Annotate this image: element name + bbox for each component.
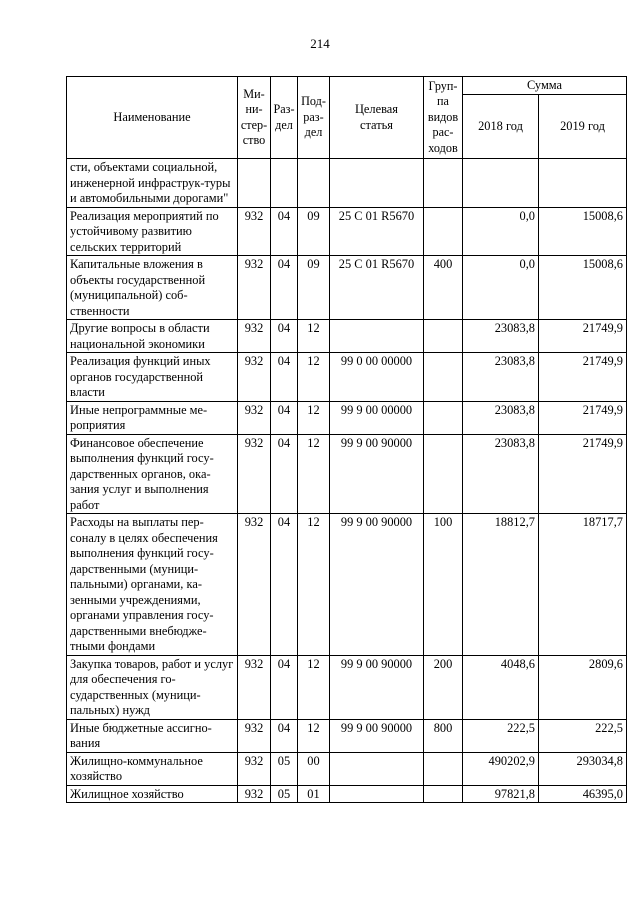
row-ministry: 932 (238, 434, 271, 514)
header-year-2018: 2018 год (463, 95, 539, 159)
row-amount-2018: 23083,8 (463, 401, 539, 434)
row-amount-2018 (463, 159, 539, 208)
table-row (67, 353, 627, 402)
row-name: сти, объектами социальной, инженерной инфраструк-туры и автомобильными дорогами" (67, 159, 238, 208)
row-target (330, 159, 424, 208)
row-group (424, 320, 463, 353)
row-amount-2018: 0,0 (463, 256, 539, 320)
row-amount-2018: 97821,8 (463, 785, 539, 803)
row-name: Закупка товаров, работ и услуг для обеспечения го-сударственных (муници-пальных) нужд (67, 655, 238, 719)
table-row (67, 434, 627, 514)
header-year-2019: 2019 год (539, 95, 627, 159)
row-subsection (298, 159, 330, 208)
row-amount-2019: 15008,6 (539, 207, 627, 256)
row-amount-2019: 18717,7 (539, 514, 627, 656)
header-target-text: Целевая статья (354, 102, 399, 132)
row-name: Иные непрограммные ме-роприятия (67, 401, 238, 434)
row-section: 05 (271, 752, 298, 785)
table-row (67, 752, 627, 785)
table-row (67, 655, 627, 719)
row-name: Иные бюджетные ассигно-вания (67, 719, 238, 752)
row-section (271, 159, 298, 208)
table-row (67, 320, 627, 353)
row-subsection: 12 (298, 320, 330, 353)
row-name: Капитальные вложения в объекты государственной (муниципальной) соб-ственности (67, 256, 238, 320)
header-sum: Сумма (463, 77, 627, 95)
row-name: Реализация функций иных органов государственной власти (67, 353, 238, 402)
row-name: Реализация мероприятий по устойчивому развитию сельских территорий (67, 207, 238, 256)
row-amount-2019: 15008,6 (539, 256, 627, 320)
row-ministry: 932 (238, 655, 271, 719)
row-target: 99 9 00 90000 (330, 655, 424, 719)
table-header (67, 77, 627, 159)
row-amount-2018: 222,5 (463, 719, 539, 752)
row-target: 99 0 00 00000 (330, 353, 424, 402)
header-target (330, 77, 424, 159)
row-subsection: 12 (298, 514, 330, 656)
row-section: 04 (271, 719, 298, 752)
row-subsection: 00 (298, 752, 330, 785)
row-amount-2018: 23083,8 (463, 353, 539, 402)
row-subsection: 12 (298, 719, 330, 752)
row-amount-2019 (539, 159, 627, 208)
row-subsection: 12 (298, 655, 330, 719)
row-ministry: 932 (238, 320, 271, 353)
row-ministry: 932 (238, 207, 271, 256)
row-amount-2018: 4048,6 (463, 655, 539, 719)
row-subsection: 01 (298, 785, 330, 803)
header-group (424, 77, 463, 159)
row-target: 99 9 00 00000 (330, 401, 424, 434)
row-ministry: 932 (238, 514, 271, 656)
row-ministry (238, 159, 271, 208)
row-subsection: 09 (298, 256, 330, 320)
header-section (271, 77, 298, 159)
row-amount-2019: 293034,8 (539, 752, 627, 785)
row-amount-2019: 222,5 (539, 719, 627, 752)
row-section: 04 (271, 256, 298, 320)
row-section: 04 (271, 207, 298, 256)
row-ministry: 932 (238, 401, 271, 434)
row-amount-2019: 21749,9 (539, 434, 627, 514)
row-amount-2019: 21749,9 (539, 320, 627, 353)
row-group (424, 785, 463, 803)
row-name: Другие вопросы в области национальной экономики (67, 320, 238, 353)
row-group (424, 401, 463, 434)
row-amount-2019: 2809,6 (539, 655, 627, 719)
row-target (330, 785, 424, 803)
row-group (424, 159, 463, 208)
header-ministry-text: Ми- ни- стер- ство (240, 86, 268, 147)
table-row (67, 401, 627, 434)
row-name: Финансовое обеспечение выполнения функций госу-дарственных органов, ока-зания услуг и выполнения работ (67, 434, 238, 514)
row-ministry: 932 (238, 752, 271, 785)
row-target (330, 752, 424, 785)
row-section: 04 (271, 353, 298, 402)
row-subsection: 12 (298, 434, 330, 514)
row-group (424, 434, 463, 514)
table-row (67, 159, 627, 208)
table-row (67, 207, 627, 256)
row-amount-2018: 23083,8 (463, 434, 539, 514)
row-target: 25 С 01 R5670 (330, 256, 424, 320)
row-group (424, 752, 463, 785)
row-ministry: 932 (238, 353, 271, 402)
table-row (67, 785, 627, 803)
row-group (424, 353, 463, 402)
row-amount-2019: 21749,9 (539, 353, 627, 402)
row-section: 05 (271, 785, 298, 803)
row-amount-2018: 0,0 (463, 207, 539, 256)
row-target (330, 320, 424, 353)
row-amount-2018: 23083,8 (463, 320, 539, 353)
row-name: Жилищно-коммунальное хозяйство (67, 752, 238, 785)
row-target: 99 9 00 90000 (330, 434, 424, 514)
row-name: Жилищное хозяйство (67, 785, 238, 803)
row-group: 400 (424, 256, 463, 320)
header-subsection (298, 77, 330, 159)
row-ministry: 932 (238, 785, 271, 803)
header-group-text: Груп- па видов рас- ходов (427, 78, 459, 155)
header-name: Наименование (67, 77, 238, 159)
row-section: 04 (271, 434, 298, 514)
row-group: 100 (424, 514, 463, 656)
row-section: 04 (271, 655, 298, 719)
row-ministry: 932 (238, 256, 271, 320)
row-amount-2018: 18812,7 (463, 514, 539, 656)
row-group: 800 (424, 719, 463, 752)
row-section: 04 (271, 401, 298, 434)
budget-table (66, 76, 627, 803)
table-row (67, 719, 627, 752)
row-group: 200 (424, 655, 463, 719)
row-amount-2018: 490202,9 (463, 752, 539, 785)
row-subsection: 09 (298, 207, 330, 256)
header-ministry (238, 77, 271, 159)
row-ministry: 932 (238, 719, 271, 752)
row-name: Расходы на выплаты пер-соналу в целях обеспечения выполнения функций госу-дарственными (муници-пальными) органами, ка-зенными учреждениями, органами управления госу-дарственными внебюдже-тными фондами (67, 514, 238, 656)
header-section-text: Раз- дел (273, 102, 295, 132)
row-group (424, 207, 463, 256)
row-amount-2019: 21749,9 (539, 401, 627, 434)
table-body (67, 159, 627, 803)
table-row (67, 514, 627, 656)
row-amount-2019: 46395,0 (539, 785, 627, 803)
row-target: 99 9 00 90000 (330, 514, 424, 656)
header-subsection-text: Под- раз- дел (301, 94, 326, 140)
row-section: 04 (271, 514, 298, 656)
row-target: 99 9 00 90000 (330, 719, 424, 752)
row-subsection: 12 (298, 401, 330, 434)
page-number: 214 (310, 36, 330, 51)
row-section: 04 (271, 320, 298, 353)
table-row (67, 256, 627, 320)
row-target: 25 С 01 R5670 (330, 207, 424, 256)
row-subsection: 12 (298, 353, 330, 402)
